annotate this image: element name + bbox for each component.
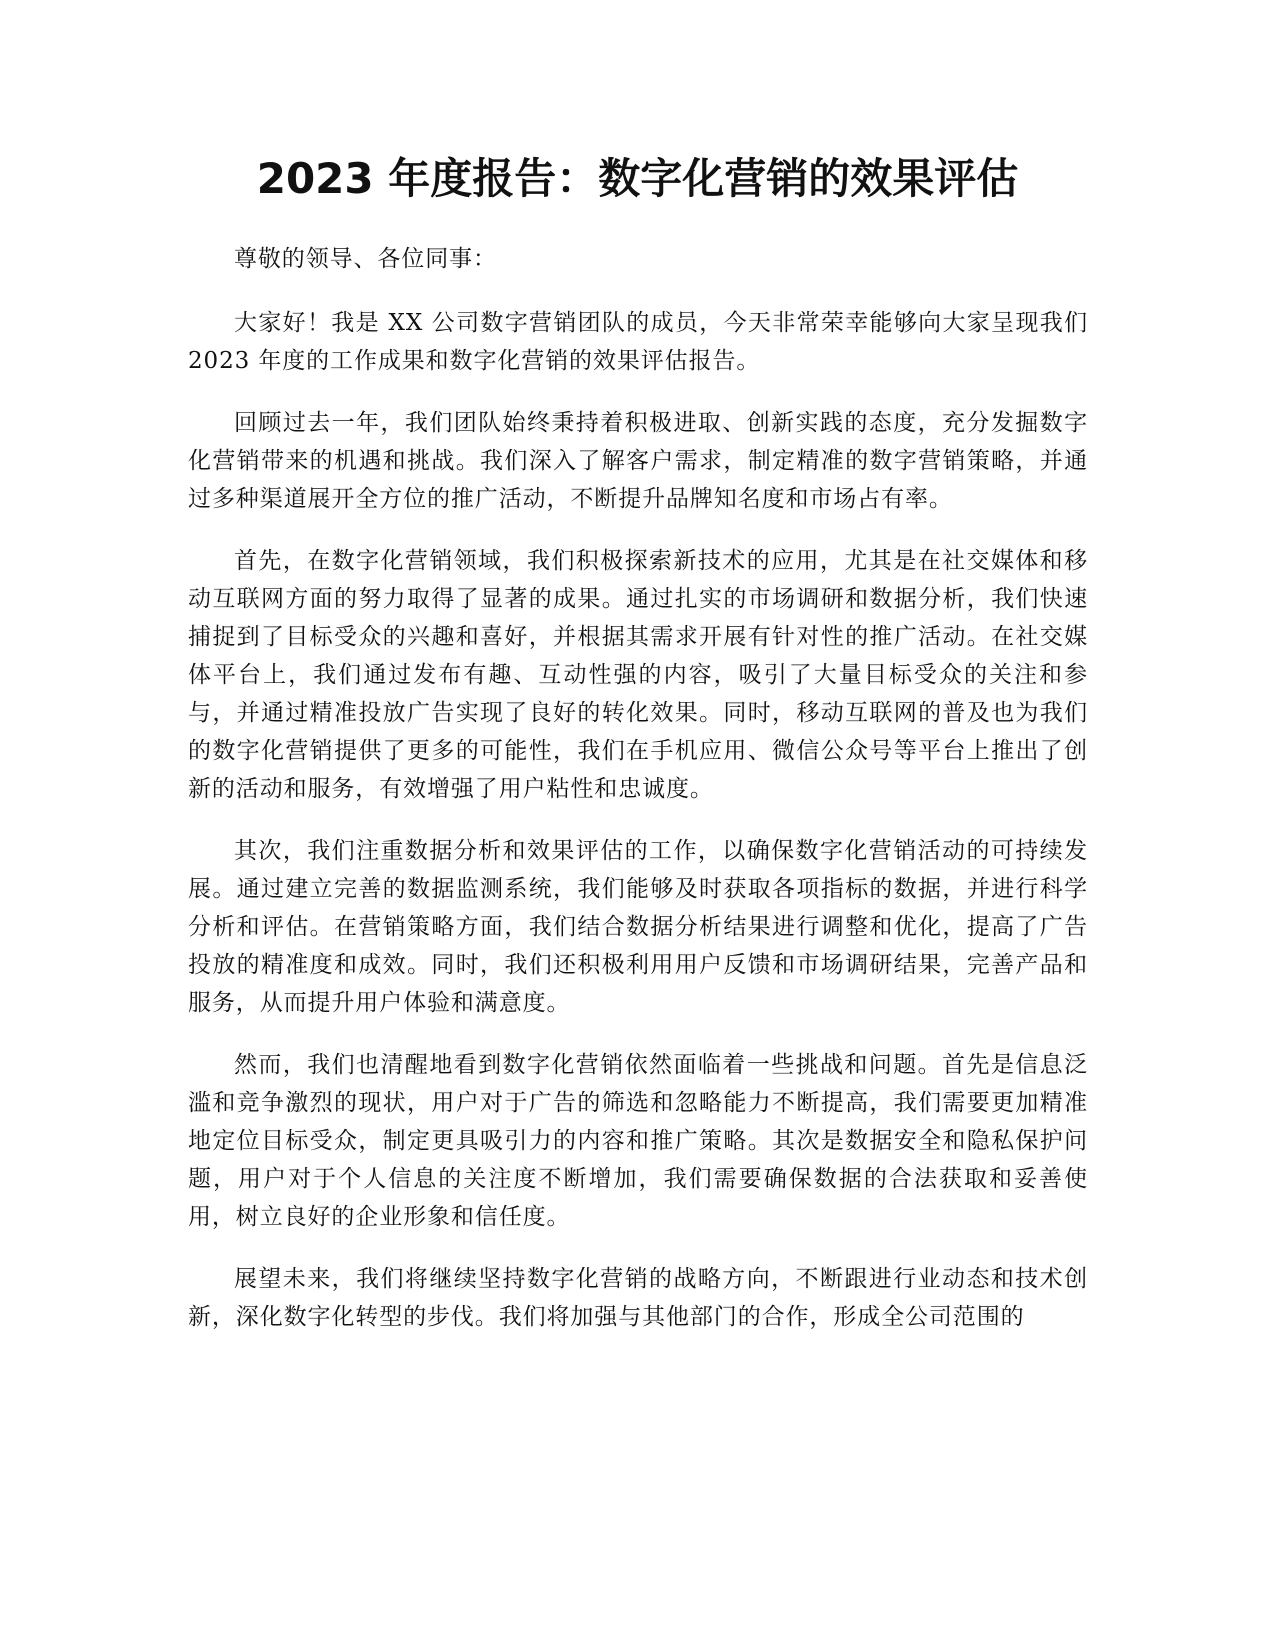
second-point-paragraph: 其次，我们注重数据分析和效果评估的工作，以确保数字化营销活动的可持续发展。通过建立完善的数据监测系统，我们能够及时获取各项指标的数据，并进行科学分析和评估。在营销策略方面，我们结合数据分析结果进行调整和优化，提高了广告投放的精准度和成效。同时，我们还积极利用用户反馈和市场调研结果，完善产品和服务，从而提升用户体验和满意度。 xyxy=(188,838,1088,1016)
first-point-paragraph: 首先，在数字化营销领域，我们积极探索新技术的应用，尤其是在社交媒体和移动互联网方面的努力取得了显著的成果。通过扎实的市场调研和数据分析，我们快速捕捉到了目标受众的兴趣和喜好，并根据其需求开展有针对性的推广活动。在社交媒体平台上，我们通过发布有趣、互动性强的内容，吸引了大量目标受众的关注和参与，并通过精准投放广告实现了良好的转化效果。同时，移动互联网的普及也为我们的数字化营销提供了更多的可能性，我们在手机应用、微信公众号等平台上推出了创新的活动和服务，有效增强了用户粘性和忠诚度。 xyxy=(188,548,1088,802)
challenges-paragraph: 然而，我们也清醒地看到数字化营销依然面临着一些挑战和问题。首先是信息泛滥和竞争激烈的现状，用户对于广告的筛选和忽略能力不断提高，我们需要更加精准地定位目标受众，制定更具吸引力的内容和推广策略。其次是数据安全和隐私保护问题，用户对于个人信息的关注度不断增加，我们需要确保数据的合法获取和妥善使用，树立良好的企业形象和信任度。 xyxy=(188,1052,1088,1230)
document-title: 2023 年度报告：数字化营销的效果评估 xyxy=(256,154,1019,203)
review-paragraph: 回顾过去一年，我们团队始终秉持着积极进取、创新实践的态度，充分发掘数字化营销带来的机遇和挑战。我们深入了解客户需求，制定精准的数字营销策略，并通过多种渠道展开全方位的推广活动，不断提升品牌知名度和市场占有率。 xyxy=(188,410,1088,512)
salutation-paragraph: 尊敬的领导、各位同事： xyxy=(234,246,497,272)
document-body xyxy=(188,240,1088,1360)
outlook-paragraph: 展望未来，我们将继续坚持数字化营销的战略方向，不断跟进行业动态和技术创新，深化数字化转型的步伐。我们将加强与其他部门的合作，形成全公司范围的 xyxy=(188,1266,1088,1330)
greeting-paragraph: 大家好！我是 XX 公司数字营销团队的成员，今天非常荣幸能够向大家呈现我们 2023 年度的工作成果和数字化营销的效果评估报告。 xyxy=(188,310,1088,374)
